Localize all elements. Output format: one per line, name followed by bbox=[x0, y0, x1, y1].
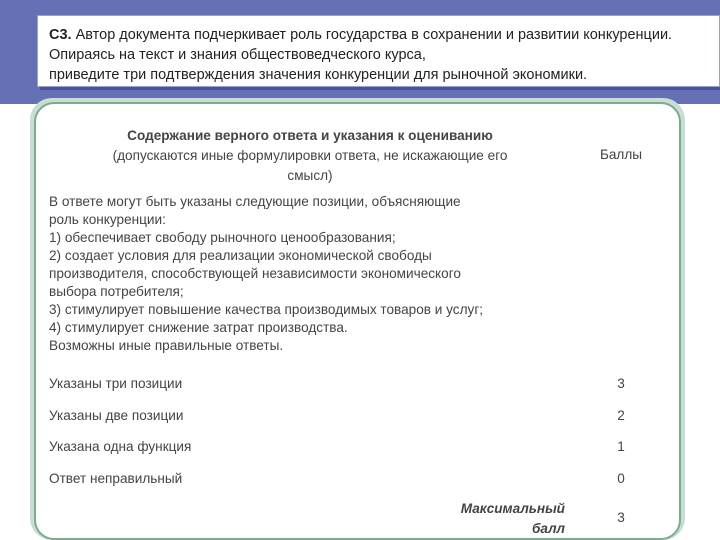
criteria-score: 2 bbox=[617, 408, 625, 423]
header-subtitle-1: (допускаются иные формулировки ответа, не искажающие его bbox=[112, 148, 508, 163]
answer-line: производителя, способствующей независимости экономического bbox=[49, 266, 461, 281]
question-text-1: Автор документа подчеркивает роль государства в сохранении и развитии конкуренции. bbox=[75, 27, 673, 43]
criteria-label: Указаны две позиции bbox=[49, 408, 184, 423]
criteria-label: Ответ неправильный bbox=[49, 471, 183, 486]
criteria-score: 0 bbox=[617, 471, 625, 486]
answer-content bbox=[49, 193, 579, 355]
question-number: С3. bbox=[49, 27, 72, 43]
criteria-score: 1 bbox=[617, 439, 625, 454]
max-label-line-2: балл bbox=[531, 521, 565, 536]
header-points: Баллы bbox=[599, 147, 643, 162]
answer-line: 4) стимулирует снижение затрат производства. bbox=[49, 320, 348, 335]
answer-line: роль конкуренции: bbox=[49, 212, 166, 227]
max-label-line-1: Максимальный bbox=[460, 501, 565, 516]
question-line-2: Опираясь на текст и знания обществоведческого курса, bbox=[49, 47, 426, 63]
criteria-label: Указаны три позиции bbox=[49, 376, 183, 391]
question-box bbox=[37, 15, 720, 87]
answer-line: 1) обеспечивает свободу рыночного ценообразования; bbox=[49, 230, 396, 245]
answer-line: В ответе могут быть указаны следующие позиции, объясняющие bbox=[49, 194, 461, 209]
question-line-3: приведите три подтверждения значения конкуренции для рыночной экономики. bbox=[49, 67, 588, 83]
table-header-content bbox=[40, 126, 580, 186]
max-score: 3 bbox=[617, 510, 625, 525]
answer-line: 2) создает условия для реализации экономической свободы bbox=[49, 248, 432, 263]
question-line-1 bbox=[49, 25, 719, 45]
header-title: Содержание верного ответа и указания к оцениванию bbox=[127, 128, 493, 143]
answer-line: Возможны иные правильные ответы. bbox=[49, 338, 284, 353]
criteria-score: 3 bbox=[617, 376, 625, 391]
header-subtitle-2: смысл) bbox=[287, 168, 333, 183]
max-label bbox=[420, 499, 565, 539]
answer-line: выбора потребителя; bbox=[49, 284, 184, 299]
criteria-label: Указана одна функция bbox=[49, 439, 192, 454]
answer-line: 3) стимулирует повышение качества производимых товаров и услуг; bbox=[49, 302, 484, 317]
